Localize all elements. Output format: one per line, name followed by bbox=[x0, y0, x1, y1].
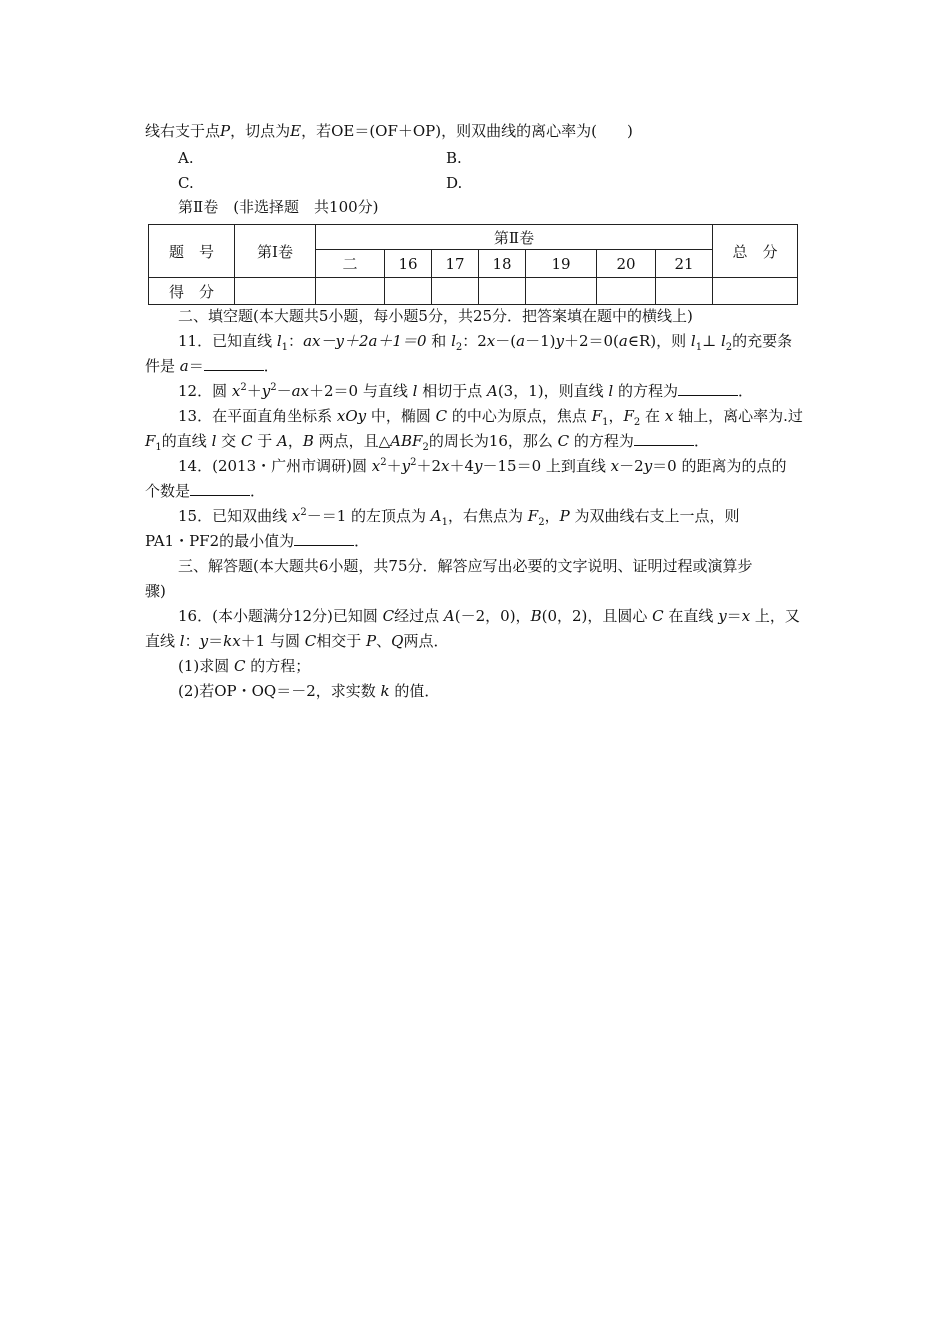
text: 相交于 bbox=[316, 632, 367, 650]
text: ． bbox=[354, 532, 370, 550]
var: y bbox=[718, 607, 727, 625]
var: ax bbox=[291, 382, 309, 400]
text: －15＝0 上到直线 bbox=[482, 457, 611, 475]
var: C bbox=[304, 632, 317, 650]
var: a bbox=[618, 332, 628, 350]
subcol-19: 19 bbox=[526, 250, 597, 278]
text: (3，1)，则直线 bbox=[497, 382, 609, 400]
var: y bbox=[555, 332, 564, 350]
text: ＋2 bbox=[416, 457, 441, 475]
var: l bbox=[211, 432, 217, 450]
text: 于 bbox=[252, 432, 277, 450]
var: y bbox=[643, 457, 653, 475]
text: (0，2)，且圆心 bbox=[541, 607, 653, 625]
text: ⊥ bbox=[702, 332, 721, 350]
var: P bbox=[220, 122, 231, 140]
q16-line1 bbox=[178, 606, 800, 626]
text: 在 bbox=[640, 407, 665, 425]
var: B bbox=[302, 432, 314, 450]
text: 的方程； bbox=[245, 657, 311, 675]
text: 11．已知直线 bbox=[178, 332, 277, 350]
option-b: B. bbox=[446, 149, 462, 167]
text: PA1・PF2的最小值为 bbox=[145, 532, 295, 550]
var: C bbox=[234, 657, 246, 675]
q13-line2: $F_1$的直线 l 交 C 于 A，B 两点，且$\triangle ABF_2$的周长为16，那么 C 的方程为 ． bbox=[145, 432, 709, 453]
subcol-16: 16 bbox=[385, 250, 432, 278]
text: ∈R)，则 bbox=[627, 332, 691, 350]
text: － bbox=[276, 382, 292, 400]
text: 的值． bbox=[389, 682, 440, 700]
text: 14．(2013・广州市调研)圆 bbox=[178, 457, 372, 475]
var: A bbox=[443, 607, 455, 625]
var: l bbox=[179, 632, 185, 650]
part2-header: 第Ⅱ卷 bbox=[316, 225, 713, 250]
var: l bbox=[690, 332, 696, 350]
text: (1)求圆 bbox=[178, 657, 235, 675]
score-cell bbox=[526, 278, 597, 305]
text: ＋2＝0( bbox=[563, 332, 619, 350]
text: 的直线 bbox=[161, 432, 212, 450]
score-cell bbox=[656, 278, 713, 305]
q13-line1: 13．在平面直角坐标系 xOy 中，椭圆 C 的中心为原点，焦点 $F_1$，$F_2$ 在 x 轴上，离心率为.过 bbox=[178, 407, 803, 428]
var: x bbox=[441, 457, 450, 475]
var: x bbox=[371, 457, 381, 475]
expr: ax－y＋2a＋1＝0 bbox=[303, 332, 427, 350]
text: ＋1 与圆 bbox=[240, 632, 305, 650]
score-cell bbox=[432, 278, 479, 305]
text: －( bbox=[495, 332, 517, 350]
var: l bbox=[608, 382, 614, 400]
answer-blank bbox=[190, 481, 250, 496]
part1-header: 第Ⅰ卷 bbox=[235, 225, 316, 278]
var: C bbox=[557, 432, 570, 450]
score-cell bbox=[597, 278, 656, 305]
var: xOy bbox=[336, 407, 367, 425]
text: 在直线 bbox=[663, 607, 719, 625]
text: ＝ bbox=[208, 632, 224, 650]
q11-line1: 11．已知直线 $l_1$：ax－y＋2a＋1＝0 和 $l_2$：2x－(a－1)y＋2＝0(a∈R)，则 $l_1\perp$ $l_2$的充要条 bbox=[178, 332, 793, 353]
q16-line2 bbox=[145, 631, 448, 651]
text: (2)若OP・OQ＝－2，求实数 bbox=[178, 682, 381, 700]
var: P bbox=[559, 507, 570, 525]
text: －＝1 的左顶点为 bbox=[306, 507, 431, 525]
text: 轴上，离心率为.过 bbox=[673, 407, 803, 425]
answer-blank bbox=[634, 431, 694, 446]
text: 两点． bbox=[403, 632, 449, 650]
text: 12．圆 bbox=[178, 382, 232, 400]
score-cell bbox=[316, 278, 385, 305]
var: F bbox=[591, 407, 603, 425]
var: x bbox=[610, 457, 620, 475]
text: ， bbox=[544, 507, 560, 525]
var: ABF bbox=[390, 432, 423, 450]
score-cell bbox=[713, 278, 798, 305]
var: l bbox=[720, 332, 726, 350]
text: 15．已知双曲线 bbox=[178, 507, 292, 525]
text: 的方程为 bbox=[569, 432, 634, 450]
q16-part1 bbox=[178, 656, 310, 676]
q14-line2 bbox=[145, 481, 265, 501]
text: 16．(本小题满分12分)已知圆 bbox=[178, 607, 383, 625]
q12-line: 12．圆 $x^2+y^2-ax+2=0$ 与直线 l 相切于点 A(3，1)，则直线 l 的方程为 ． bbox=[178, 382, 753, 400]
q11-line2 bbox=[145, 356, 279, 376]
text: ， bbox=[287, 432, 303, 450]
text: ＝0 的距离为的点的 bbox=[652, 457, 787, 475]
subcol-18: 18 bbox=[479, 250, 526, 278]
subcol-17: 17 bbox=[432, 250, 479, 278]
subcol-2: 二 bbox=[316, 250, 385, 278]
q15-line1: 15．已知双曲线 $x^2-=1$ 的左顶点为 $A_1$，右焦点为 $F_2$，P 为双曲线右支上一点，则 bbox=[178, 507, 740, 528]
text: 线右支于点 bbox=[145, 122, 221, 140]
text: 上，又 bbox=[750, 607, 800, 625]
var: C bbox=[652, 607, 664, 625]
text: ＋ bbox=[246, 382, 262, 400]
score-cell bbox=[479, 278, 526, 305]
text: 为双曲线右支上一点，则 bbox=[569, 507, 740, 525]
text: 13．在平面直角坐标系 bbox=[178, 407, 337, 425]
var: x bbox=[664, 407, 674, 425]
var: C bbox=[435, 407, 448, 425]
text: ． bbox=[693, 432, 709, 450]
text: 两点，且△ bbox=[313, 432, 391, 450]
text: 的方程为 bbox=[613, 382, 678, 400]
text: 的周长为16，那么 bbox=[428, 432, 558, 450]
text: ． bbox=[250, 482, 266, 500]
var: x bbox=[291, 507, 301, 525]
var: x bbox=[231, 382, 241, 400]
var: y bbox=[199, 632, 209, 650]
var: C bbox=[382, 607, 395, 625]
text: 、 bbox=[376, 632, 392, 650]
var: a bbox=[516, 332, 526, 350]
total-header: 总 分 bbox=[713, 225, 798, 278]
option-d: D. bbox=[446, 174, 463, 192]
option-a: A. bbox=[178, 149, 194, 167]
var: A bbox=[276, 432, 288, 450]
answer-blank bbox=[204, 356, 264, 371]
text: ＋ bbox=[386, 457, 402, 475]
text: ＋2＝0 与直线 bbox=[309, 382, 413, 400]
text: 件是 bbox=[145, 357, 180, 375]
text: ： bbox=[184, 632, 200, 650]
var: P bbox=[366, 632, 377, 650]
var: a bbox=[179, 357, 189, 375]
text: 的中心为原点，焦点 bbox=[447, 407, 592, 425]
text: ，右焦点为 bbox=[448, 507, 528, 525]
text: －1) bbox=[525, 332, 556, 350]
var: y bbox=[474, 457, 483, 475]
text: ，切点为 bbox=[230, 122, 291, 140]
var: E bbox=[290, 122, 302, 140]
row-header: 题 号 bbox=[149, 225, 235, 278]
text: ＝ bbox=[188, 357, 204, 375]
text: ． bbox=[263, 357, 279, 375]
section3-heading-line2: 骤) bbox=[145, 582, 166, 600]
section2-heading: 二、填空题(本大题共5小题，每小题5分，共25分．把答案填在题中的横线上) bbox=[178, 307, 693, 325]
var: F bbox=[623, 407, 634, 425]
subcol-21: 21 bbox=[656, 250, 713, 278]
score-cell bbox=[385, 278, 432, 305]
score-cell bbox=[235, 278, 316, 305]
text: －2 bbox=[619, 457, 644, 475]
var: y bbox=[261, 382, 271, 400]
var: x bbox=[741, 607, 751, 625]
text: ，若OE＝(OF＋OP)，则双曲线的离心率为( ) bbox=[301, 122, 633, 140]
q16-part2 bbox=[178, 681, 439, 701]
var: A bbox=[486, 382, 498, 400]
var: C bbox=[240, 432, 253, 450]
var: x bbox=[486, 332, 496, 350]
text: 的充要条 bbox=[732, 332, 793, 350]
text: 相切于点 bbox=[417, 382, 487, 400]
text: 经过点 bbox=[394, 607, 444, 625]
var: l bbox=[412, 382, 418, 400]
var: Q bbox=[391, 632, 404, 650]
text: ． bbox=[737, 382, 753, 400]
section3-heading-line1: 三、解答题(本大题共6小题，共75分．解答应写出必要的文字说明、证明过程或演算步 bbox=[178, 557, 753, 575]
score-label: 得 分 bbox=[149, 278, 235, 305]
q15-line2 bbox=[145, 531, 369, 551]
var: B bbox=[530, 607, 542, 625]
text: 中，椭圆 bbox=[366, 407, 436, 425]
text: 个数是 bbox=[145, 482, 191, 500]
var: A bbox=[430, 507, 442, 525]
text: ＝ bbox=[726, 607, 742, 625]
var: k bbox=[380, 682, 390, 700]
var: y bbox=[401, 457, 411, 475]
var: F bbox=[527, 507, 539, 525]
text: ： bbox=[288, 332, 304, 350]
var: l bbox=[451, 332, 456, 350]
text: ：2 bbox=[462, 332, 487, 350]
text: 直线 bbox=[145, 632, 180, 650]
part2-title: 第Ⅱ卷 (非选择题 共100分) bbox=[178, 198, 379, 216]
text: 交 bbox=[216, 432, 241, 450]
var: kx bbox=[223, 632, 241, 650]
text: 和 bbox=[426, 332, 452, 350]
score-table bbox=[148, 224, 798, 305]
answer-blank bbox=[678, 381, 738, 396]
text: ＋4 bbox=[449, 457, 475, 475]
text: ， bbox=[608, 407, 624, 425]
answer-blank bbox=[294, 531, 354, 546]
text: (－2，0)， bbox=[454, 607, 531, 625]
q14-line1: 14．(2013・广州市调研)圆 $x^2+y^2+2x+4y-15=0$ 上到直线 x－2y＝0 的距离为的点的 bbox=[178, 457, 787, 475]
q10-tail-line bbox=[145, 121, 633, 141]
subcol-20: 20 bbox=[597, 250, 656, 278]
var: l bbox=[276, 332, 282, 350]
option-c: C. bbox=[178, 174, 194, 192]
